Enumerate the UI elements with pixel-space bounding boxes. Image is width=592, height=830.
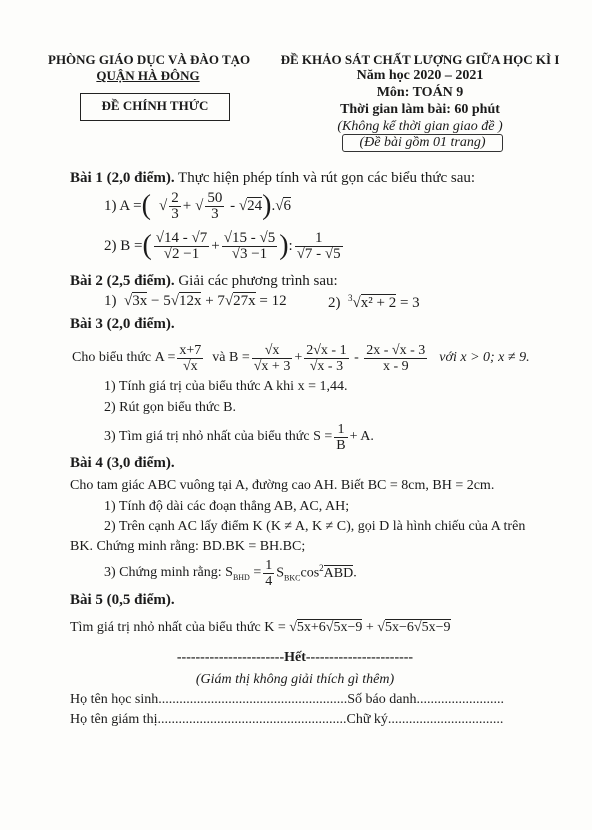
problem-1-title [70,170,475,187]
proctor-info-line: Họ tên giám thị......................................................Chữ ký................................. [70,712,504,727]
problem-1-text: Thực hiện phép tính và rút gọn các biểu thức sau: [174,170,476,186]
problem-4-q1: 1) Tính độ dài các đoạn thẳng AB, AC, AH; [104,499,350,514]
problem-5-text: Tìm giá trị nhỏ nhất của biểu thức K = √5x+6√5x−9 + √5x−6√5x−9 [70,620,451,635]
official-label: ĐỀ CHÍNH THỨC [101,98,209,113]
problem-2-heading: Bài 2 (2,5 điểm). [70,273,175,289]
school-year: Năm học 2020 – 2021 [356,68,484,83]
problem-4-q2b: BK. Chứng minh rằng: BD.BK = BH.BC; [70,539,306,554]
student-info-line: Họ tên học sinh......................................................Số báo danh......................... [70,692,504,707]
equation-1-label: 1) [104,293,117,309]
problem-4-intro: Cho tam giác ABC vuông tại A, đường cao AH. Biết BC = 8cm, BH = 2cm. [70,478,495,493]
expression-b: 2) B = ( $\frac{√14 - √7}{√2 -1}$ + $\frac{√15 - √5}{√3 -1}$ ) : $\frac{1}{√7 - √5}$ [104,229,341,262]
expression-ab: Cho biểu thức A = $\frac{x+7}{√x}$ và B = $\frac{√x}{√x + 3}$ + $\frac{2√x - 1}{√x - 3}$ - $\frac{2x - √x - 3}{x - 9}$ với x > 0; x ≠ 9. [72,342,530,374]
problem-2-text: Giải các phương trình sau: [174,273,338,289]
time-limit: Thời gian làm bài: 60 phút [340,102,500,117]
problem-4-q3-text: 3) Chứng minh rằng: [104,565,222,580]
problem-3-heading: Bài 3 (2,0 điểm). [70,316,175,332]
problem-3-q1: 1) Tính giá trị của biểu thức A khi x = 1,44. [104,379,348,394]
end-marker: -----------------------Hết----------------------- [176,650,414,665]
equation-1: 1) √3x − 5√12x + 7√27x = 12 [104,293,287,309]
district-name: QUẬN HÀ ĐÔNG [96,68,200,83]
time-note: (Không kể thời gian giao đề ) [337,119,503,134]
problem-3-q2: 2) Rút gọn biểu thức B. [104,400,237,415]
problem-5-heading: Bài 5 (0,5 điểm). [70,592,175,608]
subject: Môn: TOÁN 9 [376,85,464,100]
equation-2: 2) $^3$√x² + 2 = 3 [328,293,420,311]
problem-3-q3-text: 3) Tìm giá trị nhỏ nhất của biểu thức S = [104,429,333,444]
page-count: (Đề bài gồm 01 trang) [342,134,503,152]
problem-4-heading: Bài 4 (3,0 điểm). [70,455,175,471]
problem-4-q2a: 2) Trên cạnh AC lấy điểm K (K ≠ A, K ≠ C), gọi D là hình chiếu của A trên [104,519,526,534]
footer-note: (Giám thị không giải thích gì thêm) [195,672,395,687]
expression-b-label: 2) B = [104,237,143,254]
expression-a: 1) A = ( √ $\frac{2}{3}$ + √ $\frac{50}{3}$ - √24 ) .√6 [104,189,291,222]
problem-5-text-label: Tìm giá trị nhỏ nhất của biểu thức K = [70,620,286,635]
exam-title: ĐỀ KHẢO SÁT CHẤT LƯỢNG GIỮA HỌC KÌ I [280,52,560,67]
problem-3-q3: 3) Tìm giá trị nhỏ nhất của biểu thức S = $\frac{1}{B}$ + A. [104,421,374,453]
problem-2-title [70,273,338,290]
department-name: PHÒNG GIÁO DỤC VÀ ĐÀO TẠO [48,52,251,67]
problem-1-heading: Bài 1 (2,0 điểm). [70,170,175,186]
equation-2-label: 2) [328,295,341,311]
problem-4-q3: 3) Chứng minh rằng: $S_{BHD}$ = $\frac{1}{4}$ $S_{BKC}\cos^2ABD$. [104,557,357,589]
problem-3-condition: với x > 0; x ≠ 9. [439,350,530,365]
expression-a-label: 1) A = [104,197,142,214]
problem-3-intro: Cho biểu thức [72,350,152,365]
